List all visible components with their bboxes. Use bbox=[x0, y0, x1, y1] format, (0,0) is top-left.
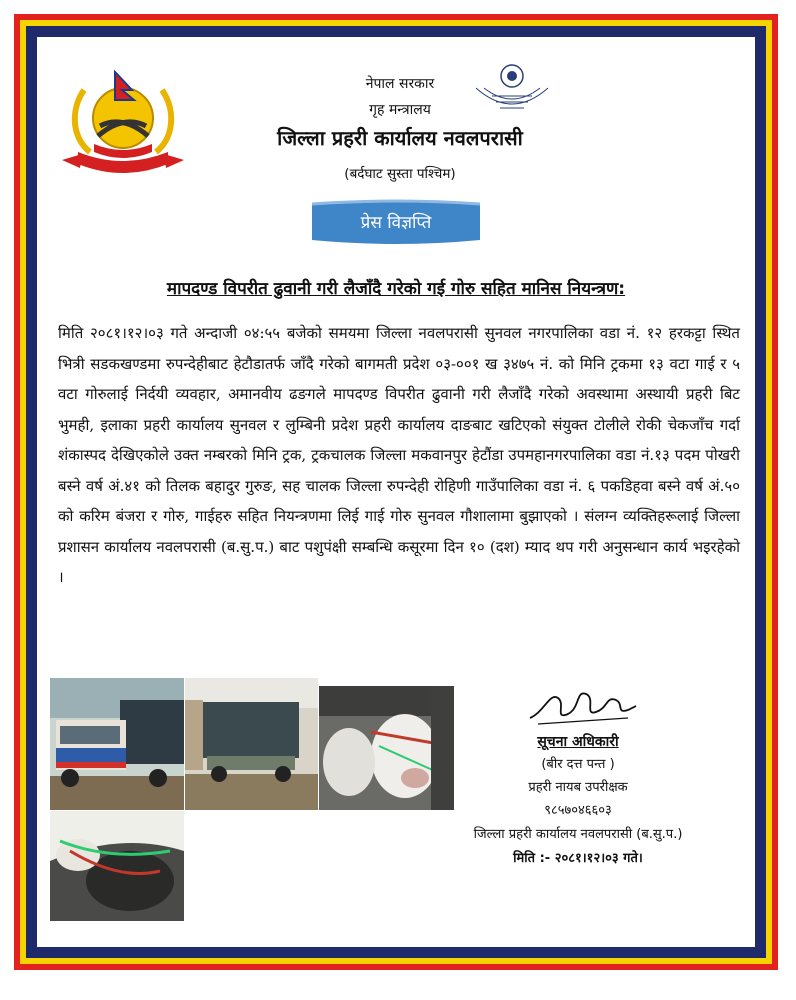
nepal-police-emblem-icon bbox=[60, 60, 186, 178]
signatory-title: सूचना अधिकारी bbox=[537, 734, 619, 750]
cattle-closeup-photo bbox=[50, 811, 184, 921]
signatory-phone: ९८५७०४६६०३ bbox=[544, 803, 612, 818]
cow-in-truck-photo bbox=[319, 686, 454, 810]
signatory-rank: प्रहरी नायब उपरीक्षक bbox=[528, 780, 628, 795]
office-address: (बर्दघाट सुस्ता पश्चिम) bbox=[344, 166, 456, 182]
signatory-office: जिल्ला प्रहरी कार्यालय नवलपरासी (ब.सु.प.) bbox=[473, 827, 683, 842]
signatory-name: (बीर दत्त पन्त ) bbox=[541, 757, 615, 772]
ministry-name: गृह मन्त्रालय bbox=[369, 102, 431, 118]
signature-icon bbox=[524, 684, 640, 728]
press-release-body: मिति २०८१।१२।०३ गते अन्दाजी ०४:५५ बजेको समयमा जिल्ला नवलपरासी सुनवल नगरपालिका वडा नं. १२ हरकट्टा स्थित भित्री सडकखण्डमा रुपन्देहीबाट हेटौडातर्फ जाँदै गरेको बागमती प्रदेश ०३-००१ ख ३४७५ नं. को मिनि ट्रकमा १३ वटा गाई र ५ वटा गोरुलाई निर्दयी व्यवहार, अमानवीय ढङगले मापदण्ड विपरीत ढुवानी गरी लैजाँदै गरेको अवस्थामा अस्थायी प्रहरी बिट भुमही, इलाका प्रहरी कार्यालय सुनवल र लुम्बिनी प्रदेश प्रहरी कार्यालय दाङबाट खटिएको संयुक्त टोलीले रोकी चेकजाँच गर्दा शंकास्पद देखिएकोले उक्त नम्बरको मिनि ट्रक, ट्रकचालक जिल्ला मकवानपुर हेटौंडा उपमहानगरपालिका वडा नं.१३ पदम पोखरी बस्ने वर्ष अं.४१ को तिलक बहादुर गुरुङ, सह चालक जिल्ला रुपन्देही रोहिणी गाउँपालिका वडा नं. ६ पकडिहवा बस्ने वर्ष अं.५० को करिम बंजरा र गोरु, गाईहरु सहित नियन्त्रणमा लिई गाई गोरु सुनवल गौशालामा बुझाएको । संलग्न व्यक्तिहरूलाई जिल्ला प्रशासन कार्यालय नवलपरासी (ब.सु.प.) बाट पशुपंक्षी सम्बन्धि कसूरमा दिन १० (दश) म्याद थप गरी अनुसन्धान कार्य भइरहेको । bbox=[58, 324, 740, 586]
truck-front-photo bbox=[50, 678, 184, 810]
office-title: जिल्ला प्रहरी कार्यालय नवलपरासी bbox=[277, 126, 523, 150]
government-name: नेपाल सरकार bbox=[365, 76, 435, 92]
press-release-banner bbox=[308, 198, 484, 248]
press-release-label: प्रेस विज्ञप्ति bbox=[360, 213, 432, 233]
truck-covered-photo bbox=[185, 678, 318, 810]
headline: मापदण्ड विपरीत ढुवानी गरी लैजाँदै गरेको गई गोरु सहित मानिस नियन्त्रण: bbox=[166, 279, 626, 299]
release-date: मिति :- २०८१।१२।०३ गते। bbox=[513, 851, 643, 866]
